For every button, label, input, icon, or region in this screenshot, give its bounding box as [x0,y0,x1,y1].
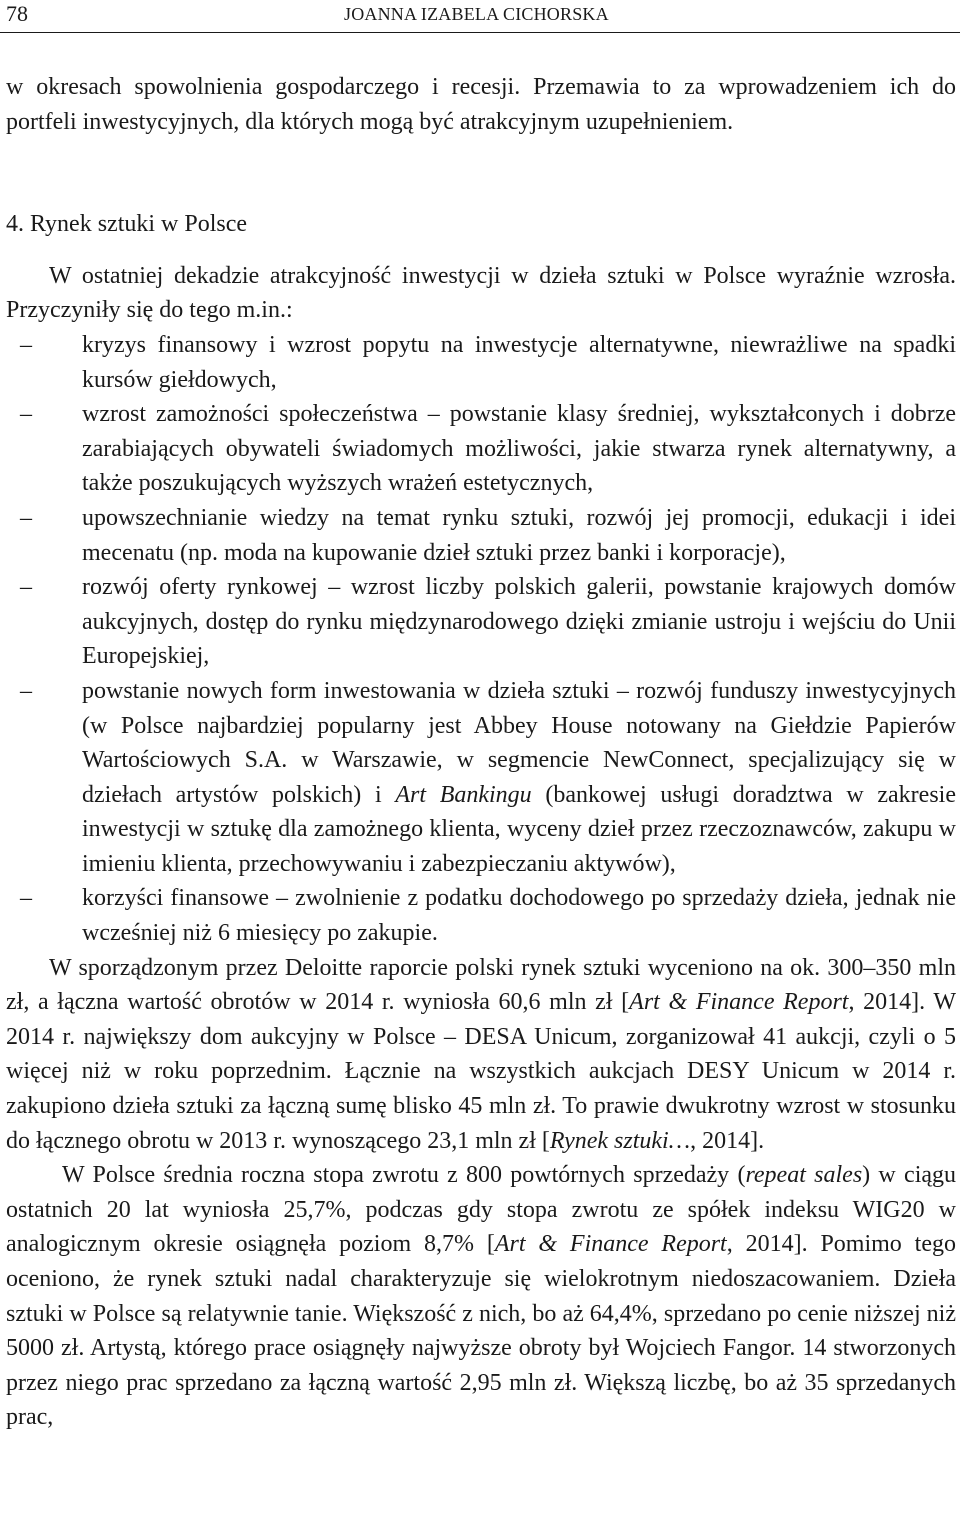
running-title: JOANNA IZABELA CICHORSKA [344,4,609,24]
page-header [0,0,960,34]
citation: Art & Finance Report [494,1231,727,1258]
list-item: – kryzys finansowy i wzrost popytu na inwestycje alternatywne, niewrażliwe na spadki kursów giełdowych, [6,328,956,397]
header-rule [0,32,960,33]
intro-paragraph: w okresach spowolnienia gospodarczego i recesji. Przemawia to za wprowadzeniem ich do portfeli inwestycyjnych, dla których mogą być atrakcyjnym uzupełnieniem. [6,74,956,135]
paragraph-text: , 2014]. Pomimo tego oceniono, że rynek sztuki nadal charakteryzuje się wielokrotnym niedoszacowaniem. Dzieła sztuki w Polsce są relatywnie tanie. Większość z nich, bo aż 64,4%, sprzedano po cenie niższej niż 5000 zł. Artystą, którego prace osiągnęły najwyższe obroty był Wojciech Fangor. 14 stworzonych przez niego prac sprzedano za łączną wartość 2,95 mln zł. Większą liczbę, bo aż 35 sprzedanych prac, [6,1231,956,1431]
paragraph-text: , 2014]. [690,1127,765,1154]
paragraph-text: W Polsce średnia roczna stopa zwrotu z 800 powtórnych sprzedaży ( [62,1162,746,1189]
paragraph-returns [6,1158,956,1435]
paragraph-text: , 2014]. W 2014 r. największy dom aukcyjny w Polsce – DESA Unicum, zorganizował 41 aukcji, czyli o 5 więcej niż w roku poprzednim. Łącznie na wszystkich aukcjach DESY Unicum w 2014 r. zakupiono dzieła sztuki za łączną sumę blisko 45 mln zł. To prawie dwukrotny wzrost w stosunku do łącznego obrotu w 2013 r. wynoszącego 23,1 mln zł [ [6,989,957,1154]
paragraph-deloitte [6,951,956,1159]
body-text [6,70,956,1435]
page-number: 78 [6,1,28,26]
list-item: – korzyści finansowe – zwolnienie z podatku dochodowego po sprzedaży dzieła, jednak nie wcześniej niż 6 miesięcy po zakupie. [6,881,956,950]
lead-paragraph: W ostatniej dekadzie atrakcyjność inwestycji w dzieła sztuki w Polsce wyraźnie wzrosła. Przyczyniły się do tego m.in.: [6,262,956,324]
citation: Art & Finance Report [629,989,849,1016]
italic-term: repeat sales [745,1162,863,1189]
list-item: – wzrost zamożności społeczeństwa – powstanie klasy średniej, wykształconych i dobrze zarabiających obywateli świadomych możliwości, jakie stwarza rynek alternatywny, a także poszukujących wyższych wrażeń estetycznych, [6,397,956,501]
section-heading: 4. Rynek sztuki w Polsce [6,211,248,238]
list-item: – upowszechnianie wiedzy na temat rynku sztuki, rozwój jej promocji, edukacji i idei mecenatu (np. moda na kupowanie dzieł sztuki przez banki i korporacje), [6,501,956,570]
paragraph-text: W sporządzonym przez Deloitte raporcie polski rynek sztuki wyceniono na ok. 300–350 mln zł, a łączna wartość obrotów w 2014 r. wyniosła 60,6 mln zł [ [6,954,956,1016]
list-item [6,674,956,882]
citation: Rynek sztuki… [549,1127,691,1154]
paragraph-text: ) w ciągu ostatnich 20 lat wyniosła 25,7%, podczas gdy stopa zwrotu ze spółek indeksu WIG20 w analogicznym okresie osiągnęła poziom 8,7% [ [6,1162,957,1258]
list-item-text: (bankowej usługi doradztwa w zakresie inwestycji w sztukę dla zamożnego klienta, wyceny dzieł przez rzeczoznawców, zakupu w imieniu klienta, przechowywaniu i zabezpieczaniu aktywów), [82,781,956,877]
list-item: – rozwój oferty rynkowej – wzrost liczby polskich galerii, powstanie krajowych domów aukcyjnych, dostęp do rynku międzynarodowego dzięki zmianie ustroju i wejściu do Unii Europejskiej, [6,570,956,674]
list-item-text: powstanie nowych form inwestowania w dzieła sztuki – rozwój funduszy inwestycyjnych (w Polsce najbardziej popularny jest Abbey House notowany na Giełdzie Papierów Wartościowych S.A. w Warszawie, w segmencie NewConnect, specjalizujący się w dziełach artystów polskich) i [82,677,956,808]
list-item-italic-term: Art Bankingu [395,781,532,808]
factors-list [6,328,956,951]
